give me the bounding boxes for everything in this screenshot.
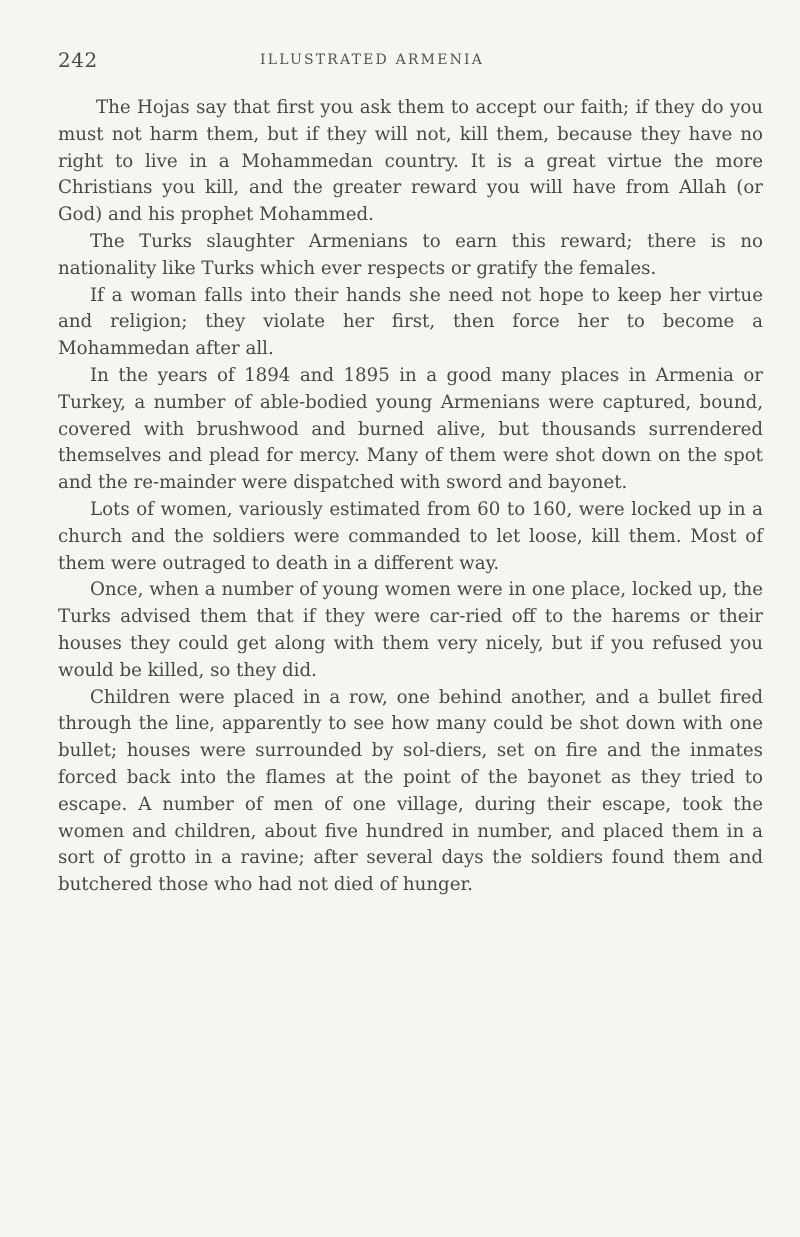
running-head — [58, 48, 763, 74]
paragraph: If a woman falls into their hands she need not hope to keep her virtue and religion; they violate her first, then force her to become a Mohammedan after all. — [58, 284, 763, 360]
page-number: 242 — [58, 48, 98, 72]
running-title: ILLUSTRATED ARMENIA — [260, 52, 485, 68]
paragraph: Lots of women, variously estimated from 60 to 160, were locked up in a church and the soldiers were commanded to let loose, kill them. Most of them were outraged to death in a different way. — [58, 498, 763, 574]
paragraph: The Hojas say that first you ask them to accept our faith; if they do you must not harm them, but if they will not, kill them, because they have no right to live in a Mohammedan country. It is a great virtue the more Christians you kill, and the greater reward you will have from Allah (or God) and his prophet Mohammed. — [58, 97, 763, 226]
paragraph: The Turks slaughter Armenians to earn this reward; there is no nationality like Turks which ever respects or gratify the females. — [58, 230, 763, 279]
body-text — [58, 95, 763, 899]
book-page — [58, 48, 763, 899]
paragraph: Children were placed in a row, one behind another, and a bullet fired through the line, apparently to see how many could be shot down with one bullet; houses were surrounded by sol-diers, set on fire and the inmates forced back into the flames at the point of the bayonet as they tried to escape. A number of men of one village, during their escape, took the women and children, about five hundred in number, and placed them in a sort of grotto in a ravine; after several days the soldiers found them and butchered those who had not died of hunger. — [58, 686, 763, 896]
paragraph: Once, when a number of young women were in one place, locked up, the Turks advised them that if they were car-ried off to the harems or their houses they could get along with them very nicely, but if you refused you would be killed, so they did. — [58, 579, 763, 681]
paragraph: In the years of 1894 and 1895 in a good many places in Armenia or Turkey, a number of able-bodied young Armenians were captured, bound, covered with brushwood and burned alive, but thousands surrendered themselves and plead for mercy. Many of them were shot down on the spot and the re-mainder were dispatched with sword and bayonet. — [58, 364, 763, 494]
